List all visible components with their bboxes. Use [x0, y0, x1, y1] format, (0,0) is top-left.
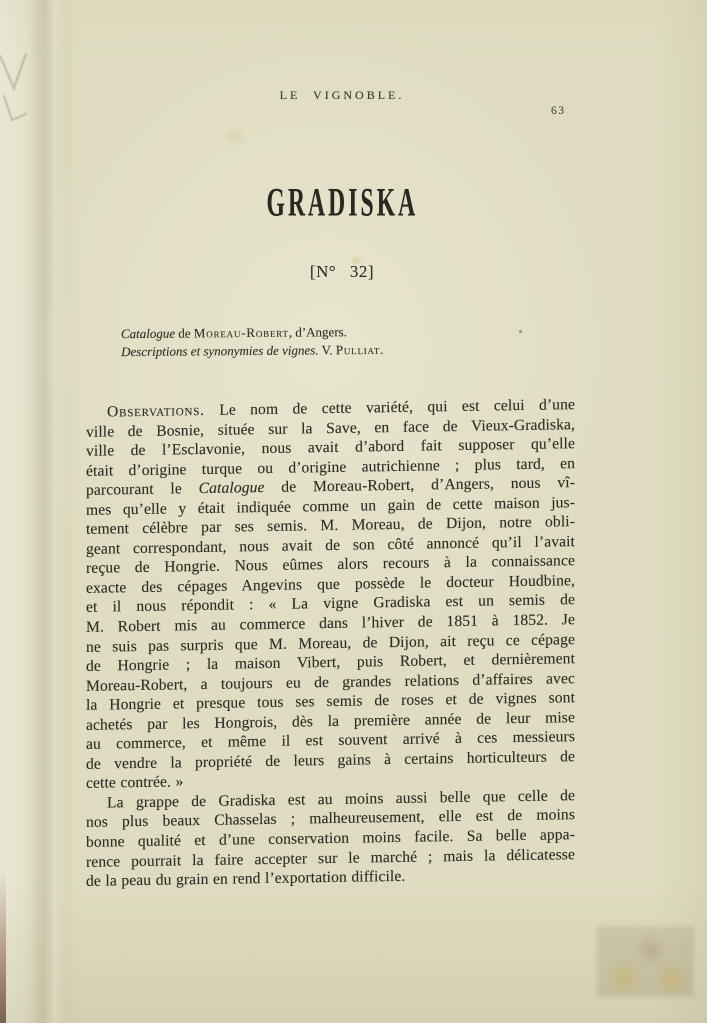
text-run: La grappe de Gradiska est au moins aussi belle que celle de [107, 787, 575, 812]
text-run: ville de l’Esclavonie, nous avait d’abord fait supposer qu’elle [86, 435, 575, 460]
text-run: tement célèbre par ses semis. M. Moreau, de Dijon, notre obli- [86, 513, 575, 539]
page-number: 63 [551, 105, 566, 117]
text-run: et il nous répondit : « La vigne Gradiska est un semis de [86, 591, 575, 617]
text-run: Catalogue [198, 479, 265, 498]
text-run: de [175, 325, 194, 341]
page-edge-shadow [0, 0, 6, 1023]
text-run: au commerce, et même il est souvent arrivé à ces messieurs [86, 728, 575, 754]
text-run: Le nom de cette variété, qui est celui d’une [204, 396, 575, 419]
paragraph-observations [86, 395, 575, 794]
text-run: de la peau du grain en rend l’exportation difficile. [86, 867, 406, 890]
paper-stain [352, 257, 361, 264]
title-row [0, 181, 684, 225]
page-title: GRADISKA [266, 180, 418, 226]
text-run: Descriptions et synonymies de vignes. [121, 341, 319, 359]
text-run: achetés par les Hongrois, dès la première année de leur mise [86, 708, 575, 734]
running-title: LE VIGNOBLE. [279, 88, 405, 102]
text-run: V. [318, 341, 336, 357]
section-number: [N° 32] [309, 262, 375, 281]
text-line [121, 323, 383, 343]
show-through-image [597, 926, 694, 997]
text-run: exacte des cépages Angevins que possède le docteur Houdbine, [86, 572, 575, 597]
text-run: M. Robert mis au commerce dans l’hiver de 1851 à 1852. Je [86, 611, 575, 636]
text-run: cette contrée. » [86, 773, 184, 793]
text-run: la Hongrie et presque tous ses semis de roses et de vignes sont [86, 689, 575, 715]
paragraph-grappe [86, 786, 575, 891]
text-run: mes qu’elle y était indiquée comme un gain de cette maison jus- [86, 493, 575, 519]
text-run: rence pourrait la faire accepter sur le marché ; mais la délicatesse [86, 845, 575, 871]
text-run: parcourant le [86, 480, 199, 500]
text-run: geant correspondant, nous avait de son côté annoncé qu’il l’avait [86, 532, 575, 558]
text-run: ville de Bosnie, située sur la Save, en face de Vieux-Gradiska, [86, 415, 575, 441]
text-run: ne suis pas surpris que M. Moreau, de Dijon, ait reçu ce cépage [86, 630, 575, 656]
text-run: , d’Angers. [288, 324, 347, 340]
text-run: . [380, 341, 384, 357]
text-run: Observations. [107, 401, 205, 421]
bibliography [121, 323, 384, 360]
paper-stain [228, 131, 243, 142]
text-run: Pulliat [335, 341, 381, 357]
text-run: de Moreau-Robert, d’Angers, nous vî- [264, 474, 575, 497]
text-run: reçue de Hongrie. Nous eûmes alors recours à la connaissance [86, 552, 575, 578]
text-run: était d’origine turque ou d’origine autrichienne ; plus tard, en [86, 454, 575, 480]
text-run: nos plus beaux Chasselas ; malheureusement, elle est de moins [86, 806, 575, 832]
text-run: de Hongrie ; la maison Vibert, puis Robert, et dernièrement [86, 650, 575, 675]
page-fold-shadow [26, 0, 66, 1023]
body-text [86, 395, 575, 891]
text-line [121, 340, 383, 360]
paper-speck [519, 330, 522, 333]
text-run: bonne qualité et d’une conservation moins facile. Sa belle appa- [86, 826, 575, 851]
text-run: de vendre la propriété de leurs gains à certains horticulteurs de [86, 748, 575, 773]
text-run: Moreau-Robert [193, 324, 289, 341]
text-run: Moreau-Robert, a toujours eu de grandes relations d’affaires avec [86, 669, 575, 695]
text-run: Catalogue [120, 325, 176, 342]
